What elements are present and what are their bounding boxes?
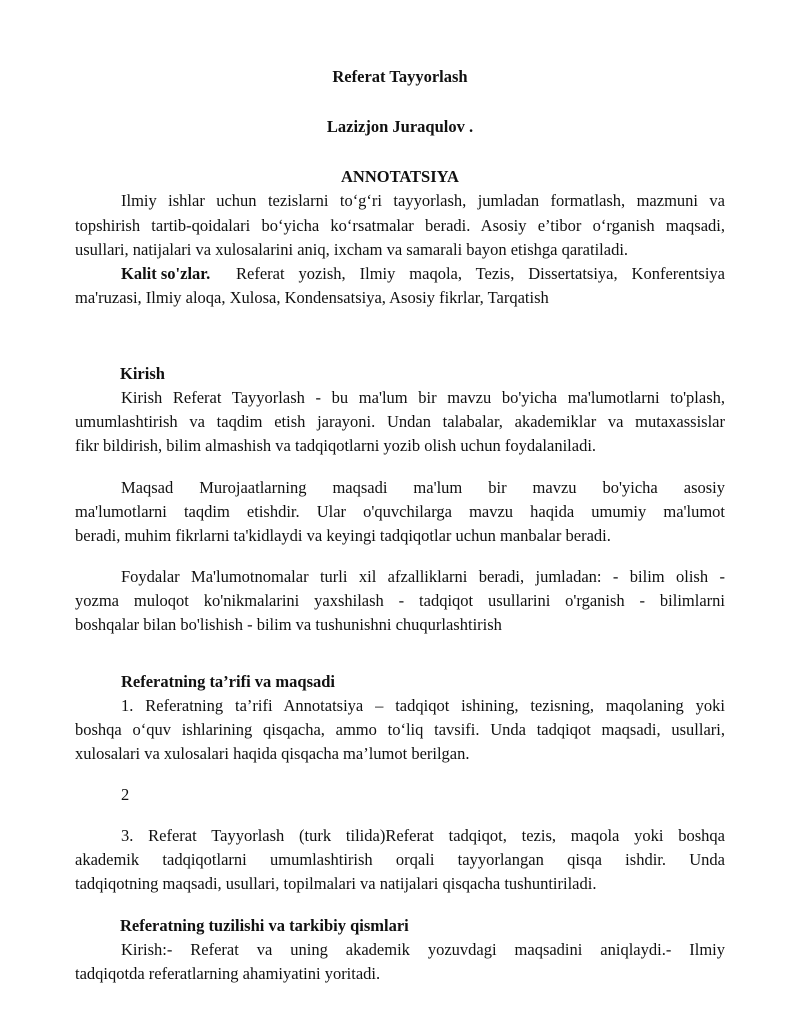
structure-heading: Referatning tuzilishi va tarkibiy qismlari <box>120 916 409 935</box>
paragraph-line: umumlashtirish va taqdim etish jarayoni. Undan talabalar, akademiklar va mutaxassislar <box>75 412 725 431</box>
paragraph-line: tadqiqotning maqsadi, usullari, topilmalari va natijalari qisqacha tushuntiriladi. <box>75 874 597 893</box>
paragraph-line: tadqiqotda referatlarning ahamiyatini yoritadi. <box>75 964 381 983</box>
paragraph-line: xulosalari va xulosalari haqida qisqacha ma’lumot berilgan. <box>75 744 470 763</box>
paragraph-line: 3. Referat Tayyorlash (turk tilida)Referat tadqiqot, tezis, maqola yoki boshqa <box>121 826 725 845</box>
list-item-number: 2 <box>121 785 130 804</box>
intro-heading: Kirish <box>120 364 165 383</box>
annotation-heading: ANNOTATSIYA <box>341 167 459 186</box>
keywords-label: Kalit so'zlar. <box>121 264 211 283</box>
paragraph-line: boshqalar bilan bo'lishish - bilim va tushunishni chuqurlashtirish <box>75 615 502 634</box>
paragraph-line: Kirish Referat Tayyorlash - bu ma'lum bir mavzu bo'yicha ma'lumotlarni to'plash, <box>121 388 725 407</box>
keywords-list: Referat yozish, Ilmiy maqola, Tezis, Dissertatsiya, Konferentsiya <box>236 264 725 283</box>
paragraph-line: boshqa o‘quv ishlarining qisqacha, ammo to‘liq tavsifi. Unda tadqiqot maqsadi, usullari, <box>75 720 725 739</box>
paragraph-line: fikr bildirish, bilim almashish va tadqiqotlarni yozib olish uchun foydalaniladi. <box>75 436 597 455</box>
paragraph-line: Ilmiy ishlar uchun tezislarni to‘g‘ri tayyorlash, jumladan formatlash, mazmuni va <box>121 191 725 210</box>
paragraph-line: usullari, natijalari va xulosalarini aniq, ixcham va samarali bayon etishga qaratiladi. <box>75 240 629 259</box>
paragraph-line: Foydalar Ma'lumotnomalar turli xil afzalliklarni beradi, jumladan: - bilim olish - <box>121 567 725 586</box>
definition-heading: Referatning ta’rifi va maqsadi <box>121 672 336 691</box>
paragraph-line: yozma muloqot ko'nikmalarini yaxshilash - tadqiqot usullarini o'rganish - bilimlarni <box>75 591 725 610</box>
paragraph-line: akademik tadqiqotlarni umumlashtirish orqali tayyorlangan qisqa ishdir. Unda <box>75 850 725 869</box>
paragraph-line: topshirish tartib-qoidalari bo‘yicha ko‘rsatmalar beradi. Asosiy e’tibor o‘rganish maqsadi, <box>75 216 725 235</box>
keywords-list-continued: ma'ruzasi, Ilmiy aloqa, Xulosa, Kondensatsiya, Asosiy fikrlar, Tarqatish <box>75 288 549 307</box>
paragraph-line: ma'lumotlarni taqdim etishdir. Ular o'quvchilarga mavzu haqida umumiy ma'lumot <box>75 502 725 521</box>
paragraph-line: 1. Referatning ta’rifi Annotatsiya – tadqiqot ishining, tezisning, maqolaning yoki <box>121 696 725 715</box>
paragraph-line: Maqsad Murojaatlarning maqsadi ma'lum bir mavzu bo'yicha asosiy <box>121 478 725 497</box>
document-title: Referat Tayyorlash <box>332 67 468 86</box>
paragraph-line: beradi, muhim fikrlarni ta'kidlaydi va keyingi tadqiqotlar uchun manbalar beradi. <box>75 526 611 545</box>
paragraph-line: Kirish:- Referat va uning akademik yozuvdagi maqsadini aniqlaydi.- Ilmiy <box>121 940 725 959</box>
author-name: Lazizjon Juraqulov . <box>326 117 474 136</box>
